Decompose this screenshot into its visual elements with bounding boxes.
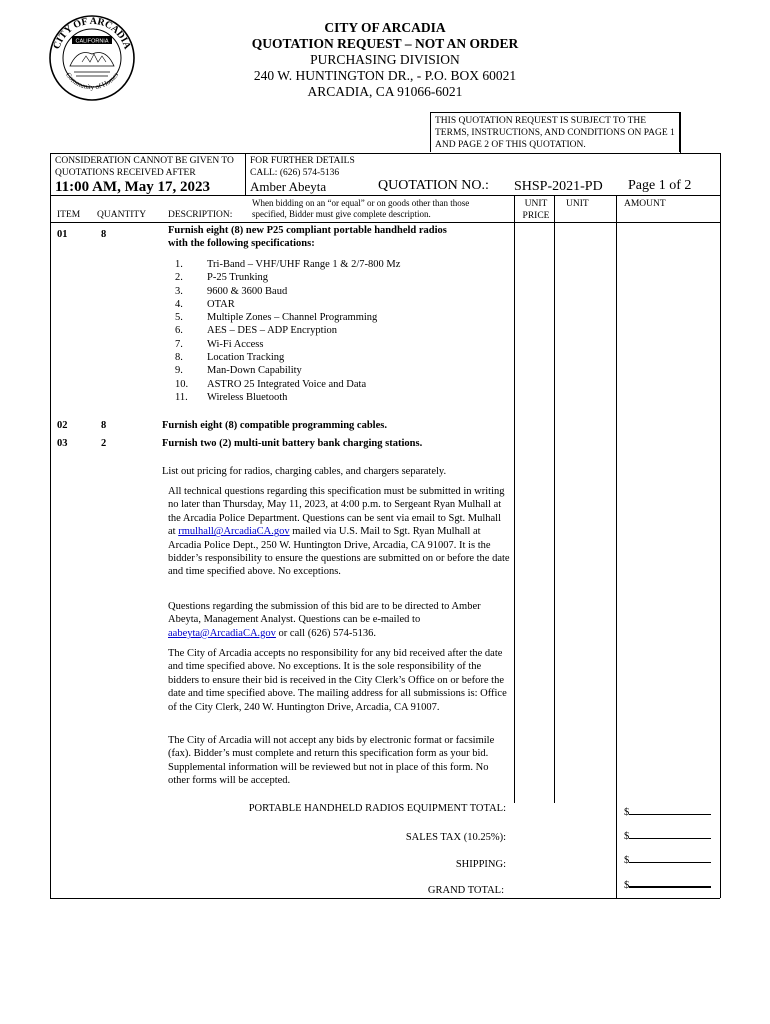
- col-unit-border: [554, 195, 555, 803]
- contact-name: Amber Abeyta: [250, 179, 327, 194]
- spec-item: 7. Wi-Fi Access: [175, 338, 264, 350]
- sales-tax-label: SALES TAX (10.25%):: [405, 832, 506, 843]
- spec-item: 8. Location Tracking: [175, 352, 285, 364]
- header-title: QUOTATION REQUEST – NOT AN ORDER: [251, 36, 519, 51]
- contact-phone: CALL: (626) 574-5136: [250, 168, 340, 178]
- col-amount-border: [616, 195, 617, 898]
- city-seal-logo: [48, 14, 136, 102]
- spec-item: 6. AES – DES – ADP Encryption: [175, 325, 337, 337]
- grand-total-field[interactable]: $: [624, 877, 711, 892]
- item-description: Furnish eight (8) compatible programming cables.: [162, 420, 387, 431]
- equipment-total-label: PORTABLE HANDHELD RADIOS EQUIPMENT TOTAL:: [248, 803, 506, 814]
- col-unit-header: UNIT: [566, 199, 589, 209]
- item-quantity: 8: [101, 420, 107, 431]
- col-unitprice-header: UNIT PRICE: [522, 199, 550, 221]
- spec-item: 5. Multiple Zones – Channel Programming: [175, 312, 378, 324]
- shipping-label: SHIPPING:: [455, 859, 506, 870]
- item-number: 02: [57, 420, 68, 431]
- spec-item: 9. Man-Down Capability: [175, 365, 302, 377]
- notice-right-border: [680, 112, 681, 153]
- table-right-border: [720, 153, 721, 898]
- details-label: FOR FURTHER DETAILS: [250, 156, 355, 166]
- quotation-number: SHSP-2021-PD: [514, 179, 603, 194]
- header-row-border: [50, 222, 720, 223]
- spec-item: 4. OTAR: [175, 298, 235, 310]
- header-city-zip: ARCADIA, CA 91066-6021: [307, 84, 463, 99]
- item-description: Furnish eight (8) new P25 compliant portable handheld radios with the following specifications:: [168, 225, 447, 249]
- page-number: Page 1 of 2: [628, 178, 692, 193]
- or-equal-note: When bidding on an “or equal” or on goods other than those specified, Bidder must give complete description.: [252, 198, 470, 219]
- header-address: 240 W. HUNTINGTON DR., - P.O. BOX 60021: [253, 68, 517, 83]
- consideration-text: CONSIDERATION CANNOT BE GIVEN TO QUOTATIONS RECEIVED AFTER: [55, 156, 234, 178]
- terms-notice: THIS QUOTATION REQUEST IS SUBJECT TO THE TERMS, INSTRUCTIONS, AND CONDITIONS ON PAGE 1 AND PAGE 2 OF THIS QUOTATION.: [430, 112, 680, 152]
- spec-item: 10. ASTRO 25 Integrated Voice and Data: [175, 378, 367, 390]
- spec-item: 11. Wireless Bluetooth: [175, 391, 288, 403]
- email-link-mulhall[interactable]: rmulhall@ArcadiaCA.gov: [178, 526, 290, 538]
- spec-list: [175, 258, 495, 404]
- col-description-header: DESCRIPTION:: [168, 210, 233, 220]
- svg-text:CITY OF ARCADIA: CITY OF ARCADIA: [51, 15, 133, 51]
- col-unitprice-border: [514, 195, 515, 803]
- col-item-header: ITEM: [57, 210, 81, 220]
- quotation-label: QUOTATION NO.:: [378, 178, 489, 193]
- item-number: 01: [57, 229, 68, 240]
- submission-questions-paragraph: Questions regarding the submission of this bid are to be directed to Amber Abeyta, Management Analyst. Questions can be e-mailed to aabeyta@ArcadiaCA.gov or call (626) 574-5136.: [168, 601, 481, 639]
- spec-item: 2. P-25 Trunking: [175, 272, 268, 284]
- item-quantity: 2: [101, 438, 107, 449]
- shipping-field[interactable]: $: [624, 853, 711, 867]
- svg-text:Community of Homes: Community of Homes: [63, 71, 121, 92]
- responsibility-paragraph: The City of Arcadia accepts no responsibility for any bid received after the date and time specified above. No exceptions. It is the sole responsibility of the bidders to ensure their bid is received in the City Clerk’s Office on or before the date and time specified above. The mailing address for all submissions is: Office of the City Clerk, 240 W. Huntington Drive, Arcadia, CA 91007.: [168, 648, 507, 713]
- grand-total-label: GRAND TOTAL:: [427, 885, 504, 896]
- equipment-total-field[interactable]: $: [624, 805, 711, 819]
- sales-tax-field[interactable]: $: [624, 829, 711, 843]
- pricing-instruction: List out pricing for radios, charging cables, and chargers separately.: [162, 466, 447, 477]
- header-division: PURCHASING DIVISION: [310, 52, 460, 67]
- table-left-border: [50, 153, 51, 898]
- document-header: [190, 20, 580, 100]
- col-amount-header: AMOUNT: [624, 199, 666, 209]
- spec-item: 1. Tri-Band – VHF/UHF Range 1 & 2/7-800 Mz: [175, 259, 401, 270]
- deadline: 11:00 AM, May 17, 2023: [55, 179, 210, 195]
- item-number: 03: [57, 438, 68, 449]
- spec-item: 3. 9600 & 3600 Baud: [175, 285, 288, 297]
- email-link-abeyta[interactable]: aabeyta@ArcadiaCA.gov: [168, 627, 276, 639]
- item-quantity: 8: [101, 229, 107, 240]
- svg-text:CALIFORNIA: CALIFORNIA: [75, 38, 109, 45]
- table-bottom-border: [50, 898, 720, 899]
- info-divider: [245, 153, 246, 195]
- table-top-border: [50, 153, 720, 154]
- technical-questions-paragraph: All technical questions regarding this specification must be submitted in writing no later than Thursday, May 11, 2023, at 4:00 p.m. to Sergeant Ryan Mulhall at the Arcadia Police Department. Questions can be sent via email to Sgt. Mulhall at rmulhall@ArcadiaCA.gov mailed via U.S. Mail to Sgt. Ryan Mulhall at Arcadia Police Dept., 250 W. Huntington Drive, Arcadia, CA 91007. It is the bidder’s responsibility to ensure the questions are submitted on or before the date and time specified above. No exceptions.: [168, 486, 510, 578]
- item-description: Furnish two (2) multi-unit battery bank charging stations.: [162, 438, 423, 449]
- header-city: CITY OF ARCADIA: [324, 20, 446, 35]
- no-electronic-bids-paragraph: The City of Arcadia will not accept any bids by electronic format or facsimile (fax). Bidder’s must complete and return this specification form as your bid. Supplemental information will be reviewed but not in place of this form. No other forms will be accepted.: [168, 735, 495, 787]
- col-quantity-header: QUANTITY: [97, 210, 147, 220]
